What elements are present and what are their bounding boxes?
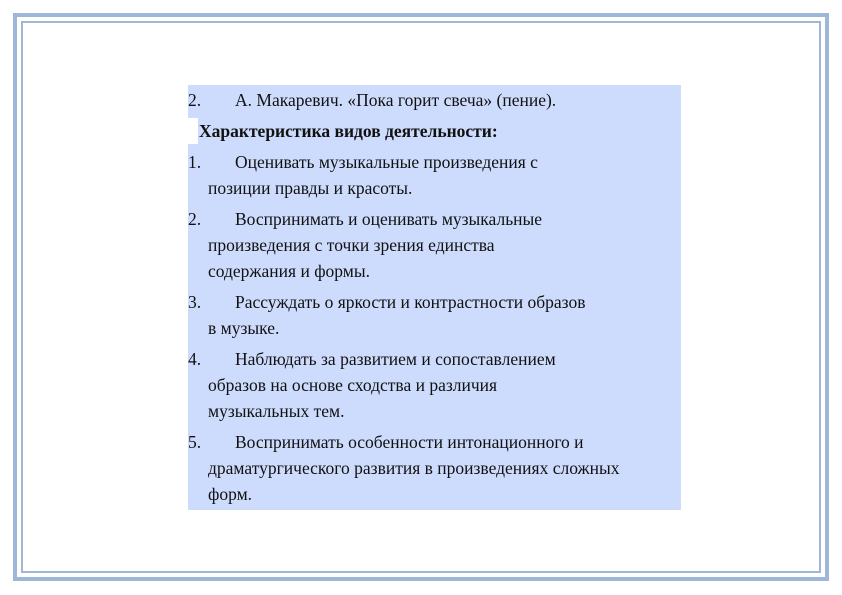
text-block [188,85,681,510]
list-number: 2. [188,209,202,229]
list-text-line1: Воспринимать особенности интонационного и [235,432,584,452]
list-item [188,346,681,424]
list-text-line1: Оценивать музыкальные произведения с [235,152,538,172]
list-text-rest: образов на основе сходства и различия музыкальных тем. [208,375,498,421]
section-heading: Характеристика видов деятельности: [199,121,498,141]
list-text-rest: в музыке. [208,318,280,338]
list-number: 4. [188,349,202,369]
heading-row [188,118,681,144]
list-number: 3. [188,292,202,312]
list-item [188,206,681,284]
list-item [188,289,681,341]
list-text-rest: драматургического развития в произведениях сложных форм. [208,458,620,504]
list-text-line1: Рассуждать о яркости и контрастности образов [235,292,586,312]
list-number: 1. [188,152,202,172]
list-text-line1: Наблюдать за развитием и сопоставлением [235,349,556,369]
list-item [188,429,681,507]
list-item [188,149,681,201]
list-text: А. Макаревич. «Пока горит свеча» (пение). [235,90,557,110]
list-text-rest: позиции правды и красоты. [208,178,413,198]
list-number: 5. [188,432,202,452]
list-text-rest: произведения с точки зрения единства содержания и формы. [208,235,495,281]
list-item-top [188,87,681,113]
list-number: 2. [188,90,202,110]
list-text-line1: Воспринимать и оценивать музыкальные [235,209,543,229]
